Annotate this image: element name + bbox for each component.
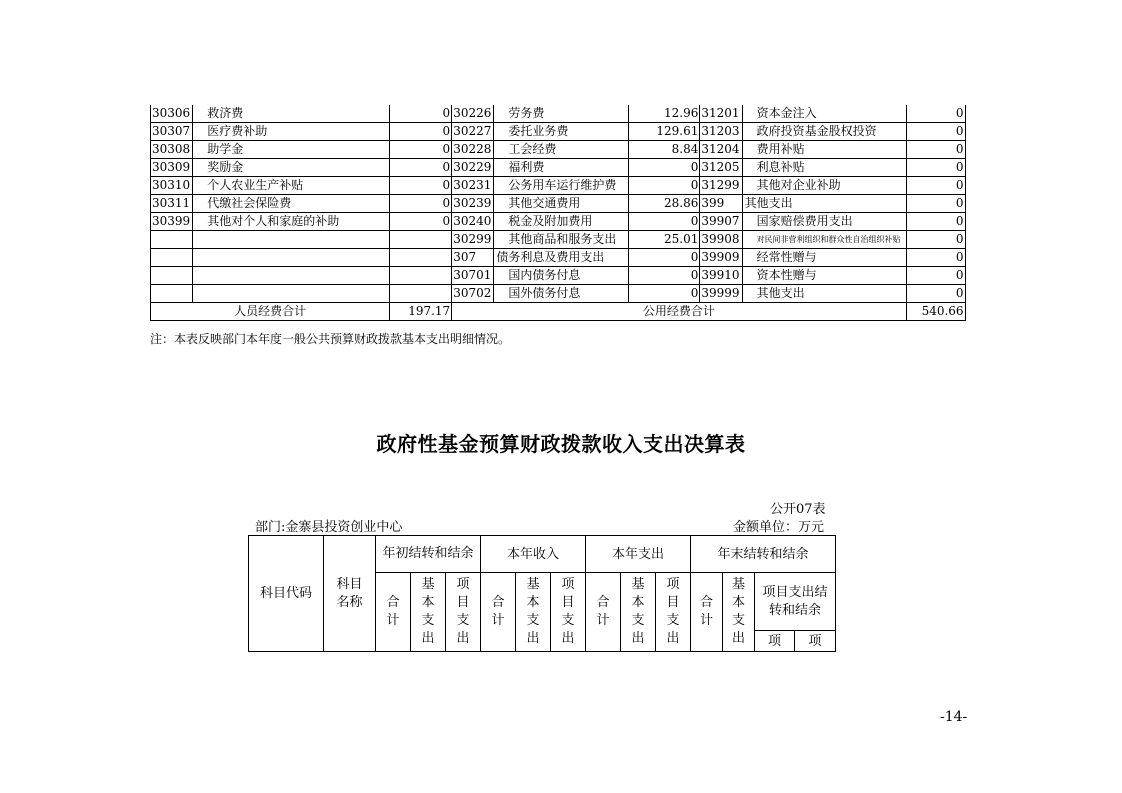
- code-cell: [151, 231, 193, 249]
- name-cell: 公务用车运行维护费: [494, 177, 629, 195]
- code-cell: 30306: [151, 105, 193, 123]
- code-cell: 307: [452, 249, 494, 267]
- name-cell: 助学金: [193, 141, 390, 159]
- unit-label: 金额单位：万元: [733, 520, 825, 535]
- value-cell: 0: [906, 159, 965, 177]
- subject-code-header: 科目代码: [249, 536, 324, 652]
- code-cell: 30399: [151, 213, 193, 231]
- code-cell: 39999: [700, 285, 742, 303]
- name-cell: 利息补贴: [742, 159, 906, 177]
- code-cell: 30227: [452, 123, 494, 141]
- value-cell: 0: [906, 141, 965, 159]
- value-cell: 0: [390, 177, 452, 195]
- code-cell: [151, 249, 193, 267]
- personnel-total-label: 人员经费合计: [151, 303, 390, 321]
- code-cell: 30299: [452, 231, 494, 249]
- value-cell: 0: [906, 177, 965, 195]
- income-total-header: 合计: [481, 573, 516, 652]
- closing-balance-header: 年末结转和结余: [691, 536, 836, 573]
- table-row: [151, 231, 966, 249]
- table-row: [151, 141, 966, 159]
- value-cell: 0: [629, 267, 700, 285]
- name-cell: 其他商品和服务支出: [494, 231, 629, 249]
- name-cell: 代缴社会保险费: [193, 195, 390, 213]
- name-cell: 国内债务付息: [494, 267, 629, 285]
- closing-item-header: 项: [795, 631, 836, 652]
- value-cell: 0: [390, 141, 452, 159]
- basic-expenditure-detail-table: [150, 105, 966, 321]
- name-cell: 税金及附加费用: [494, 213, 629, 231]
- name-cell: 其他支出: [742, 195, 906, 213]
- opening-basic-header: 基本支出: [411, 573, 446, 652]
- table-row: [151, 267, 966, 285]
- value-cell: 0: [906, 213, 965, 231]
- value-cell: 0: [629, 213, 700, 231]
- value-cell: 0: [906, 123, 965, 141]
- name-cell: 费用补贴: [742, 141, 906, 159]
- code-cell: 30702: [452, 285, 494, 303]
- name-cell: 债务利息及费用支出: [494, 249, 629, 267]
- code-cell: 30701: [452, 267, 494, 285]
- annual-expense-header: 本年支出: [586, 536, 691, 573]
- closing-project-carry-header: 项目支出结转和结余: [755, 573, 836, 631]
- page-title: 政府性基金预算财政拨款收入支出决算表: [376, 432, 746, 456]
- value-cell: 0: [906, 105, 965, 123]
- name-cell: 福利费: [494, 159, 629, 177]
- value-cell: 0: [390, 195, 452, 213]
- code-cell: [151, 267, 193, 285]
- code-cell: 31204: [700, 141, 742, 159]
- public-total-value: 540.66: [906, 303, 965, 321]
- code-cell: 39907: [700, 213, 742, 231]
- code-cell: 30308: [151, 141, 193, 159]
- name-cell: [193, 231, 390, 249]
- name-cell: [193, 285, 390, 303]
- value-cell: [390, 249, 452, 267]
- table-row: [151, 195, 966, 213]
- annual-income-header: 本年收入: [481, 536, 586, 573]
- name-cell: [193, 249, 390, 267]
- subject-name-header: 科目名称: [324, 536, 376, 652]
- table-note: 注：本表反映部门本年度一般公共预算财政拨款基本支出明细情况。: [150, 332, 511, 346]
- value-cell: 8.84: [629, 141, 700, 159]
- table-row: [151, 213, 966, 231]
- value-cell: 12.96: [629, 105, 700, 123]
- code-cell: 30311: [151, 195, 193, 213]
- name-cell: 国家赔偿费用支出: [742, 213, 906, 231]
- totals-row: [151, 303, 966, 321]
- code-cell: 39908: [700, 231, 742, 249]
- value-cell: 0: [390, 213, 452, 231]
- department-label: 部门:金寨县投资创业中心: [255, 520, 403, 535]
- value-cell: 0: [390, 105, 452, 123]
- closing-item-header: 项: [755, 631, 795, 652]
- opening-balance-header: 年初结转和结余: [376, 536, 481, 573]
- code-cell: 30310: [151, 177, 193, 195]
- name-cell: 其他对企业补助: [742, 177, 906, 195]
- name-cell: 救济费: [193, 105, 390, 123]
- code-cell: 30226: [452, 105, 494, 123]
- name-cell: 个人农业生产补贴: [193, 177, 390, 195]
- income-project-header: 项目支出: [551, 573, 586, 652]
- value-cell: 0: [906, 195, 965, 213]
- code-cell: 31203: [700, 123, 742, 141]
- name-cell: [193, 267, 390, 285]
- code-cell: 39910: [700, 267, 742, 285]
- name-cell: 其他交通费用: [494, 195, 629, 213]
- code-cell: 30307: [151, 123, 193, 141]
- value-cell: 0: [629, 249, 700, 267]
- name-cell: 其他对个人和家庭的补助: [193, 213, 390, 231]
- code-cell: 30229: [452, 159, 494, 177]
- table-row: [151, 123, 966, 141]
- value-cell: [390, 231, 452, 249]
- name-cell: 劳务费: [494, 105, 629, 123]
- code-cell: 31299: [700, 177, 742, 195]
- personnel-total-value: 197.17: [390, 303, 452, 321]
- value-cell: 0: [390, 123, 452, 141]
- name-cell: 其他支出: [742, 285, 906, 303]
- name-cell: 国外债务付息: [494, 285, 629, 303]
- income-basic-header: 基本支出: [516, 573, 551, 652]
- expense-basic-header: 基本支出: [621, 573, 656, 652]
- code-cell: 30239: [452, 195, 494, 213]
- table-row: [151, 249, 966, 267]
- value-cell: 28.86: [629, 195, 700, 213]
- name-cell: 医疗费补助: [193, 123, 390, 141]
- table-row: [151, 177, 966, 195]
- code-cell: [151, 285, 193, 303]
- closing-total-header: 合计: [691, 573, 723, 652]
- code-cell: 31201: [700, 105, 742, 123]
- value-cell: 0: [906, 285, 965, 303]
- value-cell: [390, 285, 452, 303]
- value-cell: 0: [629, 285, 700, 303]
- opening-project-header: 项目支出: [446, 573, 481, 652]
- closing-basic-header: 基本支出: [723, 573, 755, 652]
- code-cell: 31205: [700, 159, 742, 177]
- code-cell: 30309: [151, 159, 193, 177]
- name-cell: 工会经费: [494, 141, 629, 159]
- value-cell: 0: [629, 159, 700, 177]
- opening-total-header: 合计: [376, 573, 411, 652]
- fund-budget-table: [248, 535, 836, 652]
- value-cell: 0: [629, 177, 700, 195]
- value-cell: 129.61: [629, 123, 700, 141]
- value-cell: 0: [390, 159, 452, 177]
- code-cell: 39909: [700, 249, 742, 267]
- code-cell: 30228: [452, 141, 494, 159]
- name-cell: 委托业务费: [494, 123, 629, 141]
- table-row: [151, 159, 966, 177]
- name-cell: 资本性赠与: [742, 267, 906, 285]
- value-cell: [390, 267, 452, 285]
- code-cell: 30231: [452, 177, 494, 195]
- public-total-label: 公用经费合计: [452, 303, 906, 321]
- table-row: [151, 285, 966, 303]
- value-cell: 25.01: [629, 231, 700, 249]
- code-cell: 30240: [452, 213, 494, 231]
- code-cell: 399: [700, 195, 742, 213]
- expense-project-header: 项目支出: [656, 573, 691, 652]
- name-cell: 奖励金: [193, 159, 390, 177]
- value-cell: 0: [906, 267, 965, 285]
- expense-total-header: 合计: [586, 573, 621, 652]
- name-cell: 对民间非营利组织和群众性自治组织补贴: [742, 231, 906, 249]
- name-cell: 资本金注入: [742, 105, 906, 123]
- name-cell: 政府投资基金股权投资: [742, 123, 906, 141]
- value-cell: 0: [906, 249, 965, 267]
- table-row: [151, 105, 966, 123]
- name-cell: 经常性赠与: [742, 249, 906, 267]
- table-code: 公开07表: [770, 502, 826, 517]
- value-cell: 0: [906, 231, 965, 249]
- page-number: -14-: [940, 709, 968, 725]
